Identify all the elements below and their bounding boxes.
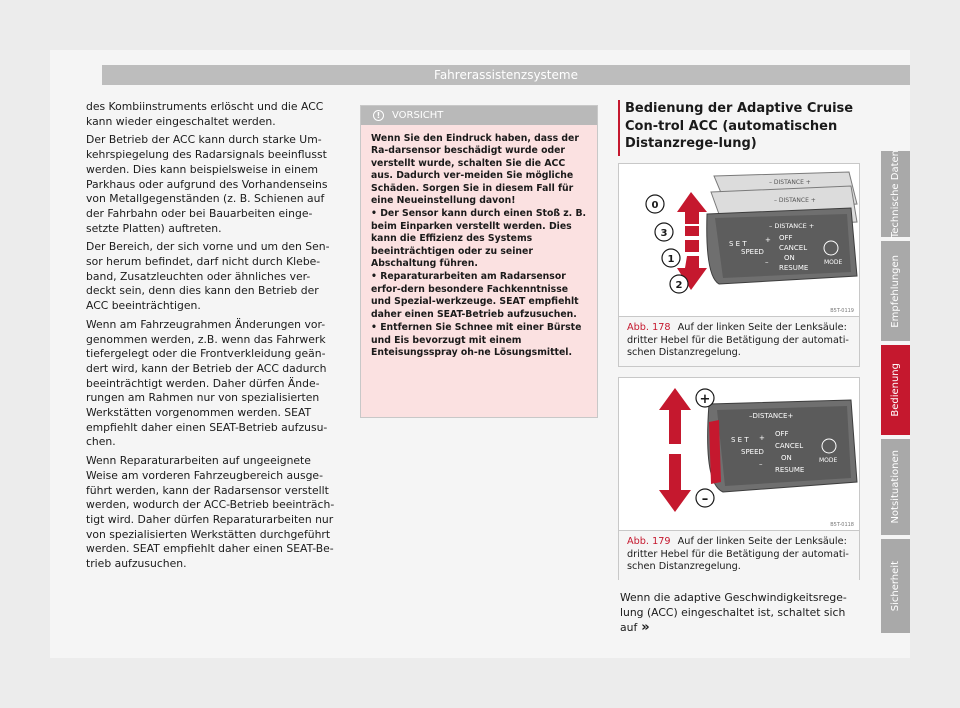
callout-minus: – <box>701 492 709 507</box>
tab-technische-daten[interactable] <box>881 151 910 237</box>
lever-illustration-179 <box>619 378 859 530</box>
warning-circle-icon: ! <box>373 110 384 121</box>
lever-illustration-178 <box>619 164 859 316</box>
callout-number: 3 <box>660 228 668 239</box>
callout-number: 0 <box>651 200 659 211</box>
manual-page <box>50 50 910 658</box>
caution-bullet: • Reparaturarbeiten am Radarsensor erfor-dern besondere Fachkenntnisse und Spezial-werkzeuge. SEAT empfiehlt daher einen SEAT-Betrieb aufzusuchen. <box>371 271 589 321</box>
figure-caption <box>619 530 859 580</box>
lever-label: + <box>759 434 765 442</box>
lever-label: ON <box>784 254 795 262</box>
tab-bedienung[interactable] <box>881 345 910 435</box>
caution-header <box>361 106 597 125</box>
figure-178-illustration <box>619 164 859 316</box>
continuation-text: Wenn die adaptive Geschwindigkeitsrege-lung (ACC) eingeschaltet ist, schaltet sich auf <box>620 591 847 634</box>
figure-label: Abb. 178 <box>627 322 671 333</box>
figure-179 <box>618 377 860 580</box>
lever-label: S E T <box>731 436 749 444</box>
lever-label: –DISTANCE+ <box>749 412 794 420</box>
lever-label: CANCEL <box>779 244 808 252</box>
paragraph: Wenn Reparaturarbeiten auf ungeeignete Weise am vorderen Fahrzeugbereich ausge-führt werden, kann der Radarsensor verstellt werden, wodurch der ACC-Betrieb beeinträch-tigt wird. Daher dürfen Reparaturarbeiten nur von spezialisierten Werkstätten durchgeführt werden. SEAT empfiehlt daher einen SEAT-Be-trieb aufzusuchen. <box>86 454 335 571</box>
lever-label: – <box>759 460 763 468</box>
arrow-up-icon <box>659 388 691 444</box>
tab-label: Sicherheit <box>890 560 901 612</box>
figure-caption <box>619 316 859 366</box>
position-marker <box>685 226 699 236</box>
lever-tip-highlight <box>709 420 721 484</box>
text-column-right <box>620 590 858 635</box>
tab-notsituationen[interactable] <box>881 439 910 535</box>
lever-label: S E T <box>729 240 747 248</box>
lever-label: ON <box>781 454 792 462</box>
figure-caption-text: Auf der linken Seite der Lenksäule: dritter Hebel für die Betätigung der automati-schen Distanzregelung. <box>627 536 849 572</box>
caution-intro: Wenn Sie den Eindruck haben, dass der Ra-darsensor beschädigt wurde oder verstellt wurde, schalten Sie die ACC aus. Dadurch ver-meiden Sie mögliche Schäden. Sorgen Sie in diesem Fall für eine Neueinstellung davon! <box>371 133 579 207</box>
caution-box <box>360 105 598 418</box>
callout-number: 1 <box>667 254 675 265</box>
figure-code: B5T-0118 <box>830 522 854 528</box>
caution-heading: VORSICHT <box>392 110 444 121</box>
callout-number: 2 <box>675 280 683 291</box>
section-title: Bedienung der Adaptive Cruise Con-trol ACC (automatischen Distanzrege-lung) <box>625 101 854 151</box>
callout-plus: + <box>699 392 711 407</box>
tab-label: Technische Daten <box>890 149 901 239</box>
figure-178 <box>618 163 860 367</box>
lever-label: CANCEL <box>775 442 804 450</box>
lever-label: – <box>765 258 769 266</box>
arrow-down-icon <box>659 454 691 512</box>
tab-label: Bedienung <box>890 363 901 417</box>
paragraph: Der Betrieb der ACC kann durch starke Um-kehrspiegelung des Radarsignals beeinflusst werden. Dies kann beispielsweise in einem Parkhaus oder aufgrund des Vorhandenseins von Metallgegenständen (z. B. Schienen auf der Fahrbahn oder bei Bauarbeiten einge-setzte Platten) auftreten. <box>86 133 328 235</box>
text-column-left <box>86 100 338 576</box>
lever-label: SPEED <box>741 448 764 456</box>
paragraph: Der Bereich, der sich vorne und um den Sen-sor herum befindet, darf nicht durch Klebe-band, Zusatzleuchten oder ähnliches ver-deckt sein, denn dies kann den Betrieb der ACC beeinträchtigen. <box>86 240 330 313</box>
lever-label: – DISTANCE + <box>774 197 816 204</box>
caution-body <box>361 125 597 417</box>
figure-code: B5T-0119 <box>830 308 854 314</box>
paragraph: Wenn am Fahrzeugrahmen Änderungen vor-genommen werden, z.B. wenn das Fahrwerk tiefergelegt oder die Frontverkleidung geän-dert wird, kann der Betrieb der ACC dadurch beeinträchtigt werden. Daher dürfen Ände-rungen am Rahmen nur von spezialisierten Werkstätten vorgenommen werden. SEAT empfiehlt daher einen SEAT-Betrieb aufzusu-chen. <box>86 317 328 449</box>
tab-label: Notsituationen <box>890 450 901 524</box>
figure-caption-text: Auf der linken Seite der Lenksäule: dritter Hebel für die Betätigung der automati-schen Distanzregelung. <box>627 322 849 358</box>
lever-label: SPEED <box>741 248 764 256</box>
caution-bullet: • Der Sensor kann durch einen Stoß z. B. beim Einparken verstellt werden. Dies kann die Effizienz des Systems beeinträchtigen oder zu seiner Abschaltung führen. <box>371 208 589 270</box>
lever-label: – DISTANCE + <box>769 179 811 186</box>
lever-label: – DISTANCE + <box>769 222 815 230</box>
lever-label: MODE <box>824 259 843 266</box>
lever-label: OFF <box>775 430 789 438</box>
lever-label: RESUME <box>779 264 809 272</box>
page-header: Fahrerassistenzsysteme <box>102 65 910 85</box>
caution-bullet: • Entfernen Sie Schnee mit einer Bürste und Eis bevorzugt mit einem Enteisungsspray oh-ne Lösungsmittel. <box>371 322 589 359</box>
paragraph: des Kombiinstruments erlöscht und die ACC kann wieder eingeschaltet werden. <box>86 100 324 128</box>
lever-label: RESUME <box>775 466 805 474</box>
lever-label: OFF <box>779 234 793 242</box>
figure-label: Abb. 179 <box>627 536 671 547</box>
tab-sicherheit[interactable] <box>881 539 910 633</box>
continue-arrow-icon: » <box>641 620 650 635</box>
tab-empfehlungen[interactable] <box>881 241 910 341</box>
lever-label: MODE <box>819 457 838 464</box>
figure-179-illustration <box>619 378 859 530</box>
arrow-up-icon <box>677 192 707 224</box>
lever-label: + <box>765 236 771 244</box>
position-marker <box>685 240 699 252</box>
tab-label: Empfehlungen <box>890 254 901 328</box>
